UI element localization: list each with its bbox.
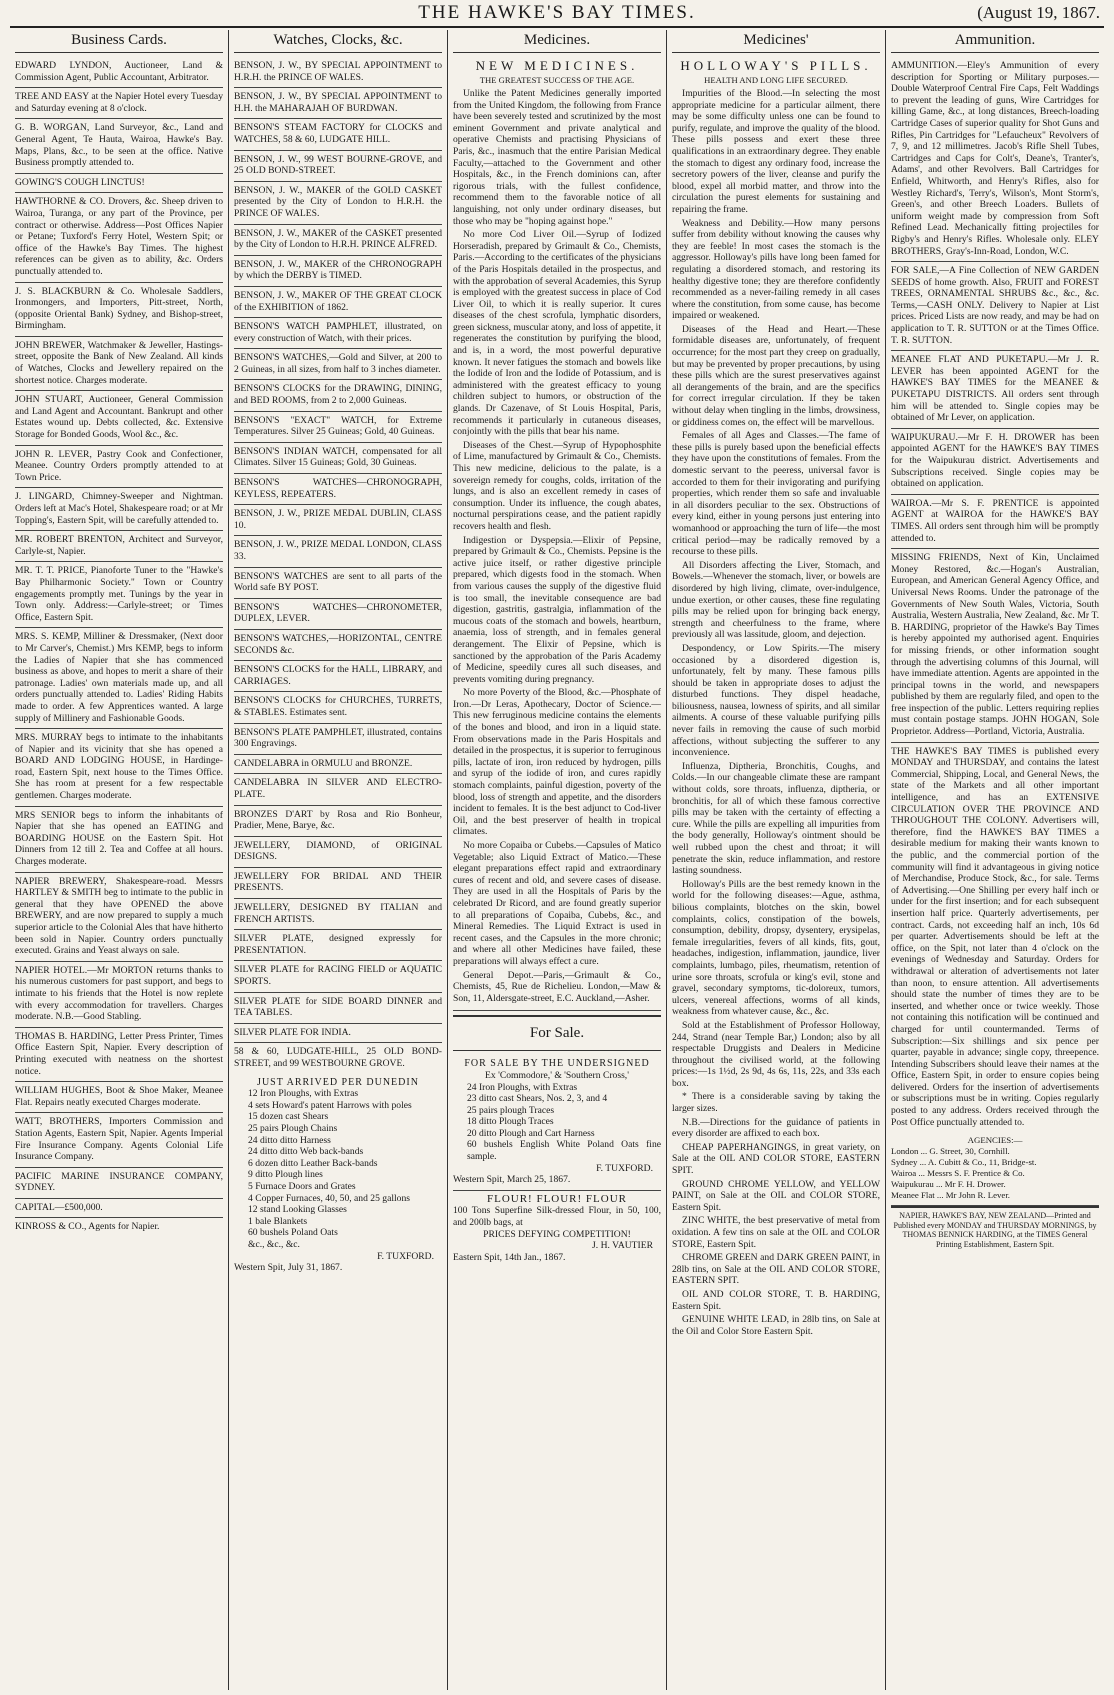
ammunition-column-ad: AMMUNITION.—Eley's Ammunition of every description for Sporting or Military purposes.—Double Waterproof Central Fire Caps, Felt Waddings to prevent the leading of guns, Wire Cartridges for killing Game, &c., at long distances, Breech-loading Cartridge Cases of superior quality for Shot Guns and Rifles, Pin Cartridges for "Lefaucheux" Revolvers of 7, 9, and 12 millimetres. Jacob's Rifle Shell Tubes, Cartridges and Caps for Colt's, Deane's, Tranter's, Adams', and other Revolvers. Ball Cartridges for Enfield, Whitworth, and Henry's Rifles, also for Westley Richard's, Terry's, Wilson's, Mont Storm's, Green's, and other Breech Loaders. Bullets of uniform weight made by compression from Soft Refined Lead. Mechanically fitting projectiles for Rigby's and Henry's Rifles. Wholesale only. ELEY BROTHERS, Gray's-Inn-Road, London, W.C. bbox=[891, 57, 1099, 262]
business-card-ad: MR. ROBERT BRENTON, Architect and Surveyor, Carlyle-st, Napier. bbox=[15, 531, 223, 562]
column-business-cards bbox=[10, 30, 229, 1690]
ad-subtitle: THE GREATEST SUCCESS OF THE AGE. bbox=[479, 74, 635, 85]
watch-clock-ad: SILVER PLATE for RACING FIELD or AQUATIC SPORTS. bbox=[234, 961, 442, 992]
business-card-ad: JOHN R. LEVER, Pastry Cook and Confectioner, Meanee. Country Orders promptly attended to at Town Price. bbox=[15, 446, 223, 489]
agency-line: Sydney ... A. Cubitt & Co., 11, Bridge-st. bbox=[891, 1157, 1037, 1168]
sale-line: 25 pairs plough Traces bbox=[467, 1104, 555, 1116]
notice-line: 4 sets Howard's patent Harrows with poles bbox=[248, 1099, 412, 1111]
watch-clock-ad: BENSON, J. W., PRIZE MEDAL DUBLIN, CLASS 10. bbox=[234, 505, 442, 536]
just-arrived-notice bbox=[234, 1074, 442, 1278]
medicine-paragraph: No more Poverty of the Blood, &c.—Phosphate of Iron.—Dr Leras, Apothecary, Doctor of Science.—This new ferruginous medicine contains the elements of the bones and blood, and iron in a liquid state. From observations made in the Paris Hospitals and detailed in the prospectus, it is superior to ferruginous pills, lactate of iron, iron reduced by hydrogen, pills and syrup of the iodide of iron, and cures rapidly stomach complaints, painful digestion, poverty of the blood, loss of strength and appetite, and the disorders incident to females. It is the best adjunct to Cod-liver Oil, and the best preserver of health in tropical climates. bbox=[453, 687, 661, 838]
business-card-ad: PACIFIC MARINE INSURANCE COMPANY, SYDNEY. bbox=[15, 1168, 223, 1199]
masthead bbox=[10, 0, 1104, 28]
notice-line: 6 dozen ditto Leather Back-bands bbox=[248, 1157, 378, 1169]
ammunition-column-ad: WAIPUKURAU.—Mr F. H. DROWER has been appointed AGENT for the HAWKE'S BAY TIMES for the Waipukurau district. Advertisements and Subscriptions received. Single copies may be obtained on application. bbox=[891, 429, 1099, 495]
watch-clock-ad: BENSON, J. W., 99 WEST BOURNE-GROVE, and 25 OLD BOND-STREET. bbox=[234, 151, 442, 182]
watch-clock-ad: BENSON'S PLATE PAMPHLET, illustrated, contains 300 Engravings. bbox=[234, 724, 442, 755]
flour-title: FLOUR! FLOUR! FLOUR bbox=[486, 1192, 627, 1205]
notice-line: 12 stand Looking Glasses bbox=[248, 1204, 347, 1216]
business-card-ad: WILLIAM HUGHES, Boot & Shoe Maker, Meanee Flat. Repairs neatly executed Charges moderate. bbox=[15, 1082, 223, 1113]
holloway-paragraph: Weakness and Debility.—How many persons suffer from debility without knowing the causes why they are feeble! In most cases the stomach is the aggressor. Holloway's pills have long been famed for regulating a disordered stomach, and restoring its healthy digestive tone; they are therefore confidently recommended as a never-failing remedy in all cases where the constitution, from some cause, has become impaired or weakened. bbox=[672, 217, 880, 322]
watch-clock-ad: CANDELABRA IN SILVER AND ELECTRO-PLATE. bbox=[234, 774, 442, 805]
watch-clock-ad: BENSON, J. W., PRIZE MEDAL LONDON, CLASS 33. bbox=[234, 536, 442, 567]
watch-clock-ad: JEWELLERY, DIAMOND, of ORIGINAL DESIGNS. bbox=[234, 837, 442, 868]
watch-clock-ad: BENSON'S WATCHES—CHRONOGRAPH, KEYLESS, REPEATERS. bbox=[234, 474, 442, 505]
flour-ad bbox=[453, 1191, 661, 1268]
ammunition-column-ad: MISSING FRIENDS, Next of Kin, Unclaimed Money Restored, &c.—Hogan's Australian, European, and American General Agency Office, and Universal News Rooms. Under the patronage of the Governments of New South Wales, Victoria, South Australia, Western Australia, New Zealand, &c. Mr T. B. HARDING, proprietor of the Hawke's Bay Times is hereby appointed my authorised agent. Enquiries for missing friends, or other information sought through the advertising columns of this Journal, will have immediate attention. Agents are appointed in the principal towns in the world, and newspapers published by them are regularly filed, and open to the free inspection of the public. Letters requiring replies must contain postage stamps. JOHN HOGAN, Sole Proprietor. Address—Portland, Victoria, Australia. bbox=[891, 549, 1099, 743]
holloway-paragraph: OIL AND COLOR STORE, T. B. HARDING, Eastern Spit. bbox=[672, 1288, 880, 1312]
for-sale-heading: For Sale. bbox=[453, 1015, 661, 1051]
holloway-paragraph: Females of all Ages and Classes.—The fame of these pills is purely based upon the beneficial effects they have upon the constitutions of females. From the domestic servant to the peeress, universal favor is accorded to them for their invigorating and purifying properties, which render them so safe and invaluable in all disorders peculiar to the sex. Obstructions of every kind, either in young persons just entering into womanhood or approaching the turn of life—the most critical period—may be radically removed by a recourse to these pills. bbox=[672, 430, 880, 558]
issue-date: (August 19, 1867. bbox=[977, 3, 1100, 22]
sale-place: Western Spit, March 25, 1867. bbox=[453, 1174, 571, 1186]
notice-line: &c., &c., &c. bbox=[248, 1238, 300, 1250]
notice-line: 12 Iron Ploughs, with Extras bbox=[248, 1088, 359, 1100]
column-heading: Watches, Clocks, &c. bbox=[234, 30, 442, 53]
business-card-ad: THOMAS B. HARDING, Letter Press Printer, Times Office Eastern Spit, Napier. Every description of Printing executed with neatness on the shortest notice. bbox=[15, 1028, 223, 1082]
watch-clock-ad: BENSON'S WATCHES,—Gold and Silver, at 200 to 2 Guineas, in all sizes, from half to 3 inches diameter. bbox=[234, 349, 442, 380]
watch-clock-ad: BENSON'S STEAM FACTORY for CLOCKS and WATCHES, 58 & 60, LUDGATE HILL. bbox=[234, 119, 442, 150]
newspaper-title: THE HAWKE'S BAY TIMES. bbox=[418, 2, 696, 23]
business-card-ad: TREE AND EASY at the Napier Hotel every Tuesday and Saturday evening at 8 o'clock. bbox=[15, 88, 223, 119]
notice-line: 1 bale Blankets bbox=[248, 1215, 308, 1227]
flour-place: Eastern Spit, 14th Jan., 1867. bbox=[453, 1251, 566, 1263]
watch-clock-ad: BRONZES D'ART by Rosa and Rio Bonheur, Pradier, Mene, Barye, &c. bbox=[234, 806, 442, 837]
watch-clock-ad: BENSON, J. W., MAKER of the CHRONOGRAPH by which the DERBY is TIMED. bbox=[234, 256, 442, 287]
agencies-list bbox=[891, 1146, 1099, 1201]
business-card-ad: CAPITAL—£500,000. bbox=[15, 1199, 223, 1219]
watch-clock-ad: BENSON'S WATCH PAMPHLET, illustrated, on every construction of Watch, with their prices. bbox=[234, 318, 442, 349]
column-heading: Medicines. bbox=[453, 30, 661, 53]
ad-list bbox=[15, 57, 223, 1237]
watch-clock-ad: SILVER PLATE, designed expressly for PRESENTATION. bbox=[234, 930, 442, 961]
notice-line: 24 ditto ditto Harness bbox=[248, 1134, 331, 1146]
sale-undersigned-ad bbox=[453, 1055, 661, 1191]
sale-line: 18 ditto Plough Traces bbox=[467, 1116, 554, 1128]
flour-signature: J. H. VAUTIER bbox=[592, 1240, 653, 1252]
agency-line: Meanee Flat ... Mr John R. Lever. bbox=[891, 1190, 1010, 1201]
agencies-block bbox=[891, 1132, 1099, 1206]
business-card-ad: JOHN STUART, Auctioneer, General Commission and Land Agent and Accountant. Bankrupt and other Estates wound up. Debts collected, &c. Extensive Storage for Bonded Goods, Wool &c., &c. bbox=[15, 391, 223, 445]
column-heading: Business Cards. bbox=[15, 30, 223, 53]
business-card-ad: J. S. BLACKBURN & Co. Wholesale Saddlers, Ironmongers, and Importers, Pitt-street, North, (opposite Oriental Bank) Sydney, and Bishop-street, Birmingham. bbox=[15, 283, 223, 337]
watch-clock-ad: BENSON, J. W., MAKER of the GOLD CASKET presented by the City of London to H.R.H. the PRINCE OF WALES. bbox=[234, 182, 442, 225]
ad-title: NEW MEDICINES. bbox=[475, 58, 639, 73]
holloway-paragraph: Sold at the Establishment of Professor Holloway, 244, Strand (near Temple Bar,) London; also by all respectable Druggists and Dealers in Medicine throughout the civilised world, at the following prices:—1s 1½d, 2s 9d, 4s 6s, 11s, 22s, and 33s each box. bbox=[672, 1019, 880, 1089]
business-card-ad: MRS. MURRAY begs to intimate to the inhabitants of Napier and its vicinity that she has opened a BOARD AND LODGING HOUSE, in Hardinge-road, Eastern Spit, next house to the Times Office. She has room at present for a few respectable gentlemen. Charges moderate. bbox=[15, 729, 223, 807]
sale-signature: F. TUXFORD. bbox=[596, 1162, 653, 1174]
watch-clock-ad: BENSON'S WATCHES are sent to all parts of the World safe BY POST. bbox=[234, 568, 442, 599]
ammunition-column-ad: FOR SALE,—A Fine Collection of NEW GARDEN SEEDS of home growth. Also, FRUIT and FOREST TREES, ORNAMENTAL SHRUBS &c., &c., &c. Terms,—CASH ONLY. Delivery to Napier at List prices. Priced Lists are now ready, and may be had on application to T. R. SUTTON or at the Times Office. T. R. SUTTON. bbox=[891, 262, 1099, 351]
watch-clock-ad: BENSON, J. W., MAKER of the CASKET presented by the City of London to H.R.H. PRINCE ALFRED. bbox=[234, 225, 442, 256]
notice-line: 15 dozen cast Shears bbox=[248, 1111, 329, 1123]
business-card-ad: MRS SENIOR begs to inform the inhabitants of Napier that she has opened an EATING and BOARDING HOUSE on the Eastern Spit. Hot Dinners from 12 till 2. Tea and Coffee at all hours. Charges moderate. bbox=[15, 807, 223, 873]
ad-subtitle: HEALTH AND LONG LIFE SECURED. bbox=[704, 74, 848, 85]
ad-paragraphs bbox=[672, 88, 880, 1337]
business-card-ad: WATT, BROTHERS, Importers Commission and Station Agents, Eastern Spit, Napier. Agents Imperial Fire Insurance Company. Agents Colonial Life Insurance Company. bbox=[15, 1113, 223, 1167]
notice-lines bbox=[234, 1088, 442, 1250]
new-medicines-ad bbox=[453, 57, 661, 1011]
agency-line: London ... G. Street, 30, Cornhill. bbox=[891, 1146, 1010, 1157]
holloway-paragraph: Diseases of the Head and Heart.—These formidable diseases are, unfortunately, of frequent occurrence; for the most part they creep on gradually, but may be prevented by proper precautions, by using these pills which are the surest preservatives against all derangements of the brain, and are the specifics for correct irregular circulation. If they be taken without delay when tingling in the limbs, drowsiness, or giddiness comes on, the effect will be marvellous. bbox=[672, 323, 880, 428]
ad-list bbox=[891, 57, 1099, 1132]
holloway-paragraph: ZINC WHITE, the best preservative of metal from oxidation. A few tins on sale at the OIL and COLOR STORE, Eastern Spit. bbox=[672, 1215, 880, 1250]
watch-clock-ad: BENSON'S WATCHES—CHRONOMETER, DUPLEX, LEVER. bbox=[234, 599, 442, 630]
medicine-paragraph: No more Cod Liver Oil.—Syrup of Iodized Horseradish, prepared by Grimault & Co., Chemists, Paris.—According to the certificates of the physicians of the Paris Hospitals detailed in the prospectus, and with the approbation of several Academies, this Syrup is employed with the greatest success in place of Cod Liver Oil, to which it is really superior. It cures diseases of the chest scrofula, lymphatic disorders, green sickness, muscular atony, and loss of appetite, it regenerates the constitution by purifying the blood, and is, in a word, the most powerful depurative known. It never fatigues the stomach and bowels like the Iodide of Iron and the Iodide of Potassium, and is administered with the greatest efficacy to young children subject to humors, or obstruction of the glands. Dr Cazenave, of St Louis Hospital, Paris, recommends it particularly in cutaneous diseases, conjointly with the pills that bear his name. bbox=[453, 229, 661, 438]
sale-title: FOR SALE BY THE UNDERSIGNED bbox=[464, 1058, 650, 1070]
columns bbox=[10, 30, 1104, 1690]
flour-price: PRICES DEFYING COMPETITION! bbox=[483, 1228, 631, 1240]
agency-line: Waipukurau ... Mr F. H. Drower. bbox=[891, 1179, 1006, 1190]
medicine-paragraph: Indigestion or Dyspepsia.—Elixir of Pepsine, prepared by Grimault & Co., Chemists. Pepsine is the active juice itself, or rather digestive principle prepared, which digests food in the stomach. When from various causes the supply of the digestive fluid is too small, the inevitable consequence are bad digestion, gastritis, gastralgia, inflammation of the mucous coats of the stomach and bowels, heartburn, anaemia, loss of strength, and in females general derangement. The Elixir of Pepsine, which is sanctioned by the approbation of the Paris Academy of Medicine, speedily cures all such diseases, and prevents vomiting during pregnancy. bbox=[453, 534, 661, 685]
watch-clock-ad: BENSON, J. W., BY SPECIAL APPOINTMENT to H.H. the MAHARAJAH OF BURDWAN. bbox=[234, 88, 442, 119]
holloway-pills-ad bbox=[672, 57, 880, 1343]
holloway-paragraph: Influenza, Diptheria, Bronchitis, Coughs, and Colds.—In our changeable climate these are rampant without colds, sore throats, influenza, diptheria, or bronchitis, for all of which these famous corrective pills may be taken with the certainty of effecting a cure. While the pills are expelling all impurities from the body generally, Holloway's ointment should be well rubbed upon the chest and throat; it will penetrate the skin, reduce inflammation, and restore lasting soundness. bbox=[672, 760, 880, 877]
watch-clock-ad: BENSON'S CLOCKS for the HALL, LIBRARY, and CARRIAGES. bbox=[234, 661, 442, 692]
watch-clock-ad: BENSON'S CLOCKS for CHURCHES, TURRETS, & STABLES. Estimates sent. bbox=[234, 692, 442, 723]
sale-line: 20 ditto Plough and Cart Harness bbox=[467, 1127, 595, 1139]
notice-line: 60 bushels Poland Oats bbox=[248, 1227, 338, 1239]
watch-clock-ad: SILVER PLATE FOR INDIA. bbox=[234, 1024, 442, 1044]
business-card-ad: MRS. S. KEMP, Milliner & Dressmaker, (Next door to Mr Carver's, Chemist.) Mrs KEMP, begs to inform the Ladies of Napier that she has commenced business as above, and hopes to merit a share of their patronage. Ladies' own materials made up, and all orders punctually attended to. Ladies' Riding Habits made to order. A few Apprentices wanted. A large supply of Millinery and Fashionable Goods. bbox=[15, 628, 223, 729]
business-card-ad: JOHN BREWER, Watchmaker & Jeweller, Hastings-street, opposite the Bank of New Zealand. All kinds of Watches, Clocks and Jewellery repaired on the shortest notice. Charges moderate. bbox=[15, 337, 223, 391]
holloway-paragraph: Holloway's Pills are the best remedy known in the world for the following diseases:—Ague, asthma, bilious complaints, blotches on the skin, bowel complaints, colics, constipation of the bowels, consumption, debility, dropsy, dysentery, erysipelas, female irregularities, fevers of all kinds, fits, gout, headaches, indigestion, inflammation, jaundice, liver complaints, lumbago, piles, rheumatism, retention of urine sore throats, scrofula or king's evil, stone and gravel, secondary symptoms, tic-doloreux, tumors, ulcers, venereal affections, worms of all kinds, weakness from whatever cause, &c., &c. bbox=[672, 878, 880, 1018]
ammunition-column-ad: THE HAWKE'S BAY TIMES is published every MONDAY and THURSDAY, and contains the latest Commercial, Shipping, Local, and General News, the state of the Markets and all other important intelligence, and has an EXTENSIVE CIRCULATION OVER THE PROVINCE AND THROUGHOUT THE COLONY. Advertisers will, therefore, find the HAWKE'S BAY TIMES a desirable medium for making their wants known to the public, and the commercial portion of the community will find it advantageous in giving notice of Merchandise, Produce Stock, &c., for sale. Terms of Advertising.—One Shilling per every half inch or under for the first insertion; and for each subsequent insertion half price. Quarterly advertisements, per contract. Cards, not exceeding half an inch, 10s 6d per quarter. Advertisements should be left at the office, on the Spit, not later than 4 o'clock on the evenings of Wednesday and Saturday. Orders for withdrawal or alteration of advertisements not later than noon, to ensure attention. All advertisements should state the number of times they are to be inserted, and whether once or twice weekly. Those not containing this notification will be continued and charged for until countermanded. Terms of Subscription:—Six shillings and six pence per quarter, payable in advance; single copy, threepence. Intending Subscribers should leave their names at the Office, Eastern Spit, in order to ensure copies being delivered. Orders for the insertion of advertisements or subscriptions must be in writing. Copies regularly posted to any address. Orders received through the Post Office punctually attended to. bbox=[891, 745, 1099, 1128]
sale-lines bbox=[453, 1082, 661, 1163]
medicine-paragraph: No more Copaiba or Cubebs.—Capsules of Matico Vegetable; also Liquid Extract of Matico.—These elegant preparations effect rapid and extraordinary cures of recent and old, and severe cases of disease. They are used in all the Hospitals of Paris by the celebrated Dr Ricord, and are found greatly superior to all preparations of Copaiba, Cubebs, &c., and Mineral Remedies. The Liquid Extract is used in recent cases, and the Capsules in the more chronic; and where all other Medicines have failed, these preparations will always effect a cure. bbox=[453, 840, 661, 967]
notice-line: 4 Copper Furnaces, 40, 50, and 25 gallons bbox=[248, 1192, 411, 1204]
watch-clock-ad: JEWELLERY, DESIGNED BY ITALIAN and FRENCH ARTISTS. bbox=[234, 899, 442, 930]
sale-line: 24 Iron Ploughs, with Extras bbox=[467, 1081, 578, 1093]
holloway-paragraph: * There is a considerable saving by taking the larger sizes. bbox=[672, 1091, 880, 1115]
column-watches-clocks bbox=[229, 30, 448, 1690]
business-card-ad: NAPIER BREWERY, Shakespeare-road. Messrs HARTLEY & SMITH beg to intimate to the public in general that they have OPENED the above BREWERY, and are now prepared to supply a much superior article to the Colonial Ales that have hitherto been sold in Napier. Country orders punctually executed. Grains and Yeast always on sale. bbox=[15, 873, 223, 962]
watch-clock-ad: 58 & 60, LUDGATE-HILL, 25 OLD BOND-STREET, and 99 WESTBOURNE GROVE. bbox=[234, 1046, 442, 1069]
medicine-paragraph: Diseases of the Chest.—Syrup of Hypophosphite of Lime, manufactured by Grimault & Co., Chemists. This new medicine, delicious to the palate, is a sovereign remedy for coughs, colds, irritation of the lungs, and is also an excellent remedy in cases of consumption. Under its influence, the cough abates, nocturnal perspirations cease, and the patient rapidly recovers health and flesh. bbox=[453, 439, 661, 532]
holloway-paragraph: GENUINE WHITE LEAD, in 28lb tins, on Sale at the Oil and Color Store Eastern Spit. bbox=[672, 1314, 880, 1337]
ad-paragraphs bbox=[453, 88, 661, 1004]
ammunition-column-ad: MEANEE FLAT AND PUKETAPU.—Mr J. R. LEVER has been appointed AGENT for the HAWKE'S BAY TIMES for the MEANEE & PUKETAPU DISTRICTS. All orders sent through him will be attended to. Single copies may be obtained of Mr Lever, on application. bbox=[891, 351, 1099, 429]
business-card-ad: MR. T. T. PRICE, Pianoforte Tuner to the "Hawke's Bay Philharmonic Society." Town or Country engagements promptly met. Tunings by the year in Town only. Address:—Carlyle-street; or Times Office, Eastern Spit. bbox=[15, 562, 223, 628]
watch-clock-ad: BENSON, J. W., MAKER OF THE GREAT CLOCK of the EXHIBITION of 1862. bbox=[234, 287, 442, 318]
business-card-ad: G. B. WORGAN, Land Surveyor, &c., Land and General Agent, Te Hauta, Wairoa, Hawke's Bay. Maps, Plans, &c., to be seen at the office. Native Business promptly attended to. bbox=[15, 119, 223, 173]
column-heading: Ammunition. bbox=[891, 30, 1099, 53]
business-card-ad: J. LINGARD, Chimney-Sweeper and Nightman. Orders left at Mac's Hotel, Shakespeare road; or at Mr Topping's, Eastern Spit, will be carefully attended to. bbox=[15, 488, 223, 531]
flour-body: 100 Tons Superfine Silk-dressed Flour, in 50, 100, and 200lb bags, at bbox=[453, 1205, 661, 1229]
holloway-paragraph: CHEAP PAPERHANGINGS, in great variety, on Sale at the OIL AND COLOR STORE, EASTERN SPIT. bbox=[672, 1141, 880, 1177]
notice-line: 25 pairs Plough Chains bbox=[248, 1122, 338, 1134]
notice-line: 24 ditto ditto Web back-bands bbox=[248, 1146, 364, 1158]
business-card-ad: HAWTHORNE & CO. Drovers, &c. Sheep driven to Wairoa, Turanga, or any part of the Province, per contract or otherwise. Address—Post Offices Napier or Petane; Tuxford's Ferry Hotel, Western Spit; or office of the Hawke's Bay Times. The highest references can be given as to ability, &c. Orders punctually attended to. bbox=[15, 193, 223, 282]
holloway-paragraph: GROUND CHROME YELLOW, and YELLOW PAINT, on Sale at the OIL and COLOR STORE, Eastern Spit. bbox=[672, 1178, 880, 1213]
business-card-ad: NAPIER HOTEL.—Mr MORTON returns thanks to his numerous customers for past support, and begs to intimate to his friends that the Hotel is now replete with every accommodation for travellers. Charges moderate. N.B.—Good Stabling. bbox=[15, 962, 223, 1028]
notice-place: Western Spit, July 31, 1867. bbox=[234, 1262, 343, 1274]
holloway-paragraph: N.B.—Directions for the guidance of patients in every disorder are affixed to each box. bbox=[672, 1116, 880, 1140]
column-ammunition bbox=[886, 30, 1104, 1690]
watch-clock-ad: JEWELLERY FOR BRIDAL AND THEIR PRESENTS. bbox=[234, 868, 442, 899]
holloway-paragraph: Impurities of the Blood.—In selecting the most appropriate medicine for a particular ailment, there may be some difficulty unless one can be found to purify, regulate, and improve the quality of the blood. These pills possess and exert these three qualifications in an extraordinary degree. They enable the stomach to digest any ordinary food, increase the secretory powers of the liver, cleanse and purify the blood, expel all morbid matter, and throw into the circulation the purest elements for sustaining and repairing the frame. bbox=[672, 88, 880, 215]
holloway-paragraph: All Disorders affecting the Liver, Stomach, and Bowels.—Whenever the stomach, liver, or bowels are disordered by high living, climate, over-indulgence, undue exertion, or other causes, these fine regulating pills may be relied upon for bringing back energy, strength and cheerfulness to the frame, where previously all was lassitude, gloom, and dejection. bbox=[672, 559, 880, 641]
holloway-paragraph: CHROME GREEN and DARK GREEN PAINT, in 28lb tins, on Sale at the OIL AND COLOR STORE, EASTERN SPIT. bbox=[672, 1252, 880, 1287]
business-card-ad: KINROSS & CO., Agents for Napier. bbox=[15, 1221, 160, 1233]
column-medicines-holloway bbox=[667, 30, 886, 1690]
notice-line: 9 ditto Plough lines bbox=[248, 1169, 323, 1181]
business-card-ad: EDWARD LYNDON, Auctioneer, Land & Commission Agent, Public Accountant, Arbitrator. bbox=[15, 57, 223, 88]
agencies-heading: AGENCIES:— bbox=[967, 1135, 1023, 1146]
column-medicines bbox=[448, 30, 667, 1690]
notice-signature: F. TUXFORD. bbox=[377, 1250, 434, 1262]
watch-clock-ad: BENSON, J. W., BY SPECIAL APPOINTMENT to H.R.H. the PRINCE OF WALES. bbox=[234, 57, 442, 88]
holloway-paragraph: Despondency, or Low Spirits.—The misery occasioned by a disordered digestion is, unfortunately, felt by many. These famous pills should be taken in appropriate doses to adjust the disturbed functions. They dispel headache, biliousness, nausea, lowness of spirits, and all similar ailments. A course of these valuable purifying pills never fails in removing the cause of such morbid affections, without subjecting the sufferer to any inconvenience. bbox=[672, 642, 880, 759]
sale-line: 60 bushels English White Poland Oats fine sample. bbox=[467, 1139, 661, 1163]
watch-clock-ad: BENSON'S "EXACT" WATCH, for Extreme Temperatures. Silver 25 Guineas; Gold, 40 Guineas. bbox=[234, 412, 442, 443]
ammunition-column-ad: WAIROA.—Mr S. F. PRENTICE is appointed AGENT at WAIROA for the HAWKE'S BAY TIMES. All orders sent through him will be promptly attended to. bbox=[891, 495, 1099, 549]
column-heading: Medicines' bbox=[672, 30, 880, 53]
watch-clock-ad: BENSON'S CLOCKS for the DRAWING, DINING, and BED ROOMS, from 2 to 2,000 Guineas. bbox=[234, 380, 442, 411]
ad-list bbox=[234, 57, 442, 1074]
business-card-ad: GOWING'S COUGH LINCTUS! bbox=[15, 174, 223, 194]
printer-imprint: NAPIER, HAWKE'S BAY, NEW ZEALAND—Printed and Published every MONDAY and THURSDAY MORNINGS, by THOMAS BENNICK HARDING, at the TIMES General Printing Establishment, Eastern Spit. bbox=[891, 1206, 1099, 1249]
agency-line: Wairoa ... Messrs S. F. Prentice & Co. bbox=[891, 1168, 1025, 1179]
notice-title: JUST ARRIVED PER DUNEDIN bbox=[257, 1076, 419, 1088]
medicine-paragraph: General Depot.—Paris,—Grimault & Co., Chemists, 45, Rue de Richelieu. London,—Maw & Son, 11, Aldersgate-street, E.C. Auckland,—Asher. bbox=[453, 969, 661, 1004]
sale-subtitle: Ex 'Commodore,' & 'Southern Cross,' bbox=[485, 1069, 629, 1081]
sale-line: 23 ditto cast Shears, Nos. 2, 3, and 4 bbox=[467, 1093, 608, 1105]
watch-clock-ad: BENSON'S INDIAN WATCH, compensated for all Climates. Silver 15 Guineas; Gold, 30 Guineas. bbox=[234, 443, 442, 474]
ad-title: HOLLOWAY'S PILLS. bbox=[680, 58, 872, 73]
watch-clock-ad: SILVER PLATE for SIDE BOARD DINNER and TEA TABLES. bbox=[234, 993, 442, 1024]
notice-line: 5 Furnace Doors and Grates bbox=[248, 1180, 356, 1192]
medicine-paragraph: Unlike the Patent Medicines generally imported from the United Kingdom, the following from France have been severely tested and scrutinized by the most eminent Government and private analytical and operative Chemists and practising Physicians of Paris, &c., inasmuch that the entire Parisian Medical Faculty,—attached to the Government and other Hospitals, &c., in the French dominions can, after rigorous trials, with the fullest confidence, recommend them to the favorable notice of all languishing, not only under ordinary diseases, but those who may be "hoping against hope." bbox=[453, 88, 661, 227]
watch-clock-ad: BENSON'S WATCHES,—HORIZONTAL, CENTRE SECONDS &c. bbox=[234, 630, 442, 661]
watch-clock-ad: CANDELABRA in ORMULU and BRONZE. bbox=[234, 755, 442, 775]
